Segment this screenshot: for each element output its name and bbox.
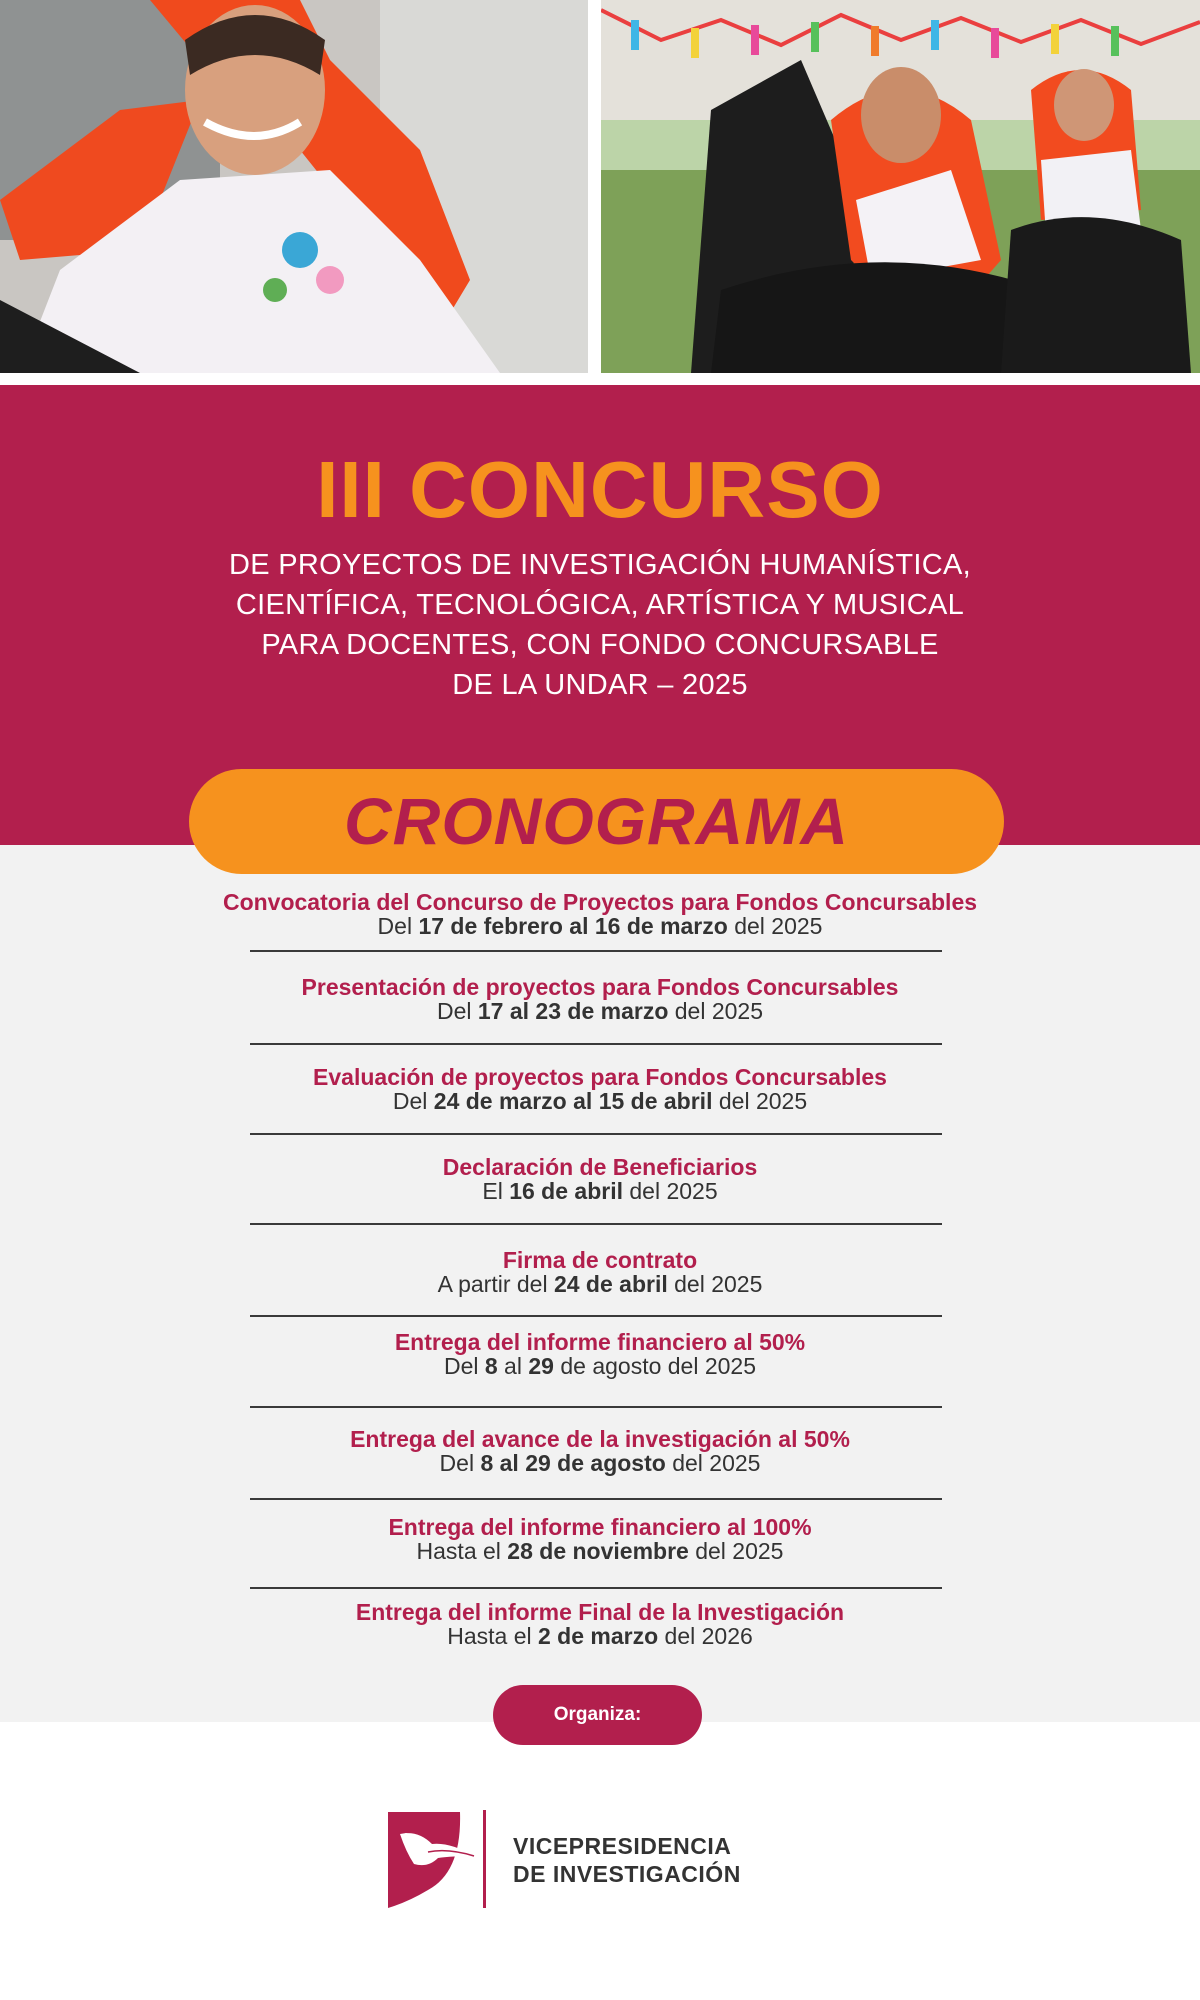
subtitle-line: DE PROYECTOS DE INVESTIGACIÓN HUMANÍSTICA, [228, 549, 971, 581]
schedule-item-date [150, 914, 1050, 938]
date-text: Del [377, 913, 419, 939]
date-text: al [497, 1353, 529, 1379]
page-title: III CONCURSO [316, 445, 884, 534]
date-text: El [482, 1178, 510, 1204]
subtitle-line: PARA DOCENTES, CON FONDO CONCURSABLE [261, 629, 939, 661]
schedule-item-title: Evaluación de proyectos para Fondos Concursables [313, 1064, 887, 1090]
date-text: Hasta el [447, 1623, 538, 1649]
schedule-divider [250, 1406, 942, 1408]
schedule-item [150, 1330, 1050, 1378]
date-text: Hasta el [416, 1538, 508, 1564]
schedule-item-title: Entrega del informe financiero al 100% [388, 1514, 812, 1540]
schedule-divider [250, 1133, 942, 1135]
condor-logo-icon [388, 1812, 480, 1908]
schedule-item [150, 1065, 1050, 1113]
schedule-item [150, 1600, 1050, 1648]
schedule-divider [250, 1043, 942, 1045]
schedule-item-title: Convocatoria del Concurso de Proyectos para Fondos Concursables [222, 889, 978, 915]
schedule-item-date [150, 1179, 1050, 1203]
logo-divider [483, 1810, 486, 1908]
date-highlight: 8 al 29 de agosto [480, 1450, 666, 1476]
date-text: Del [439, 1450, 481, 1476]
schedule-divider [250, 950, 942, 952]
date-highlight: 16 de abril [509, 1178, 623, 1204]
schedule-item-date [150, 1539, 1050, 1563]
date-text: A partir del [437, 1271, 554, 1297]
date-text: del 2025 [667, 1271, 763, 1297]
organiza-badge: Organiza: [493, 1685, 702, 1745]
schedule-item-date [150, 1354, 1050, 1378]
date-highlight: 17 al 23 de marzo [477, 998, 669, 1024]
page-subtitle [150, 545, 1050, 705]
date-highlight: 24 de abril [553, 1271, 668, 1297]
cronograma-banner [189, 769, 1004, 874]
date-text: del 2026 [658, 1623, 753, 1649]
schedule-item-title: Entrega del informe Final de la Investigación [355, 1599, 845, 1625]
date-text: del 2025 [727, 913, 823, 939]
cronograma-heading: CRONOGRAMA [344, 784, 849, 858]
schedule-item-date [150, 1272, 1050, 1296]
date-text: Del [392, 1088, 434, 1114]
right-dancers-photo [601, 0, 1200, 373]
date-highlight: 2 de marzo [537, 1623, 659, 1649]
logo-line-1: VICEPRESIDENCIA [513, 1833, 732, 1859]
schedule-item [150, 1155, 1050, 1203]
date-highlight: 8 [484, 1353, 498, 1379]
logo-wordmark [513, 1832, 741, 1888]
date-text: del 2025 [668, 998, 764, 1024]
date-highlight: 28 de noviembre [507, 1538, 689, 1564]
schedule-divider [250, 1223, 942, 1225]
date-highlight: 24 de marzo al 15 de abril [433, 1088, 713, 1114]
photo-strip [0, 0, 1200, 373]
schedule-divider [250, 1315, 942, 1317]
schedule-item-date [150, 999, 1050, 1023]
date-text: del 2025 [712, 1088, 808, 1114]
schedule-item-title: Entrega del avance de la investigación al 50% [350, 1426, 850, 1452]
date-text: del 2025 [661, 1353, 757, 1379]
schedule-item [150, 1248, 1050, 1296]
date-text: Del [443, 1353, 485, 1379]
subtitle-line: CIENTÍFICA, TECNOLÓGICA, ARTÍSTICA Y MUSICAL [235, 589, 965, 621]
schedule-item [150, 890, 1050, 938]
schedule-item-title: Entrega del informe financiero al 50% [394, 1329, 806, 1355]
schedule-item-date [150, 1451, 1050, 1475]
schedule-item [150, 1427, 1050, 1475]
date-text: del 2025 [665, 1450, 761, 1476]
schedule-item-title: Presentación de proyectos para Fondos Concursables [301, 974, 899, 1000]
schedule-divider [250, 1587, 942, 1589]
schedule-divider [250, 1498, 942, 1500]
logo-line-2: DE INVESTIGACIÓN [513, 1861, 741, 1887]
schedule-item [150, 1515, 1050, 1563]
date-text: del 2025 [622, 1178, 718, 1204]
schedule-item-title: Firma de contrato [502, 1247, 698, 1273]
schedule-item-date [150, 1624, 1050, 1648]
date-text: de agosto [553, 1353, 662, 1379]
date-text: Del [436, 998, 478, 1024]
left-dancer-photo [0, 0, 588, 373]
schedule-item-title: Declaración de Beneficiarios [442, 1154, 758, 1180]
date-text: del 2025 [688, 1538, 784, 1564]
date-highlight: 17 de febrero al 16 de marzo [418, 913, 728, 939]
schedule-item [150, 975, 1050, 1023]
subtitle-line: DE LA UNDAR – 2025 [452, 669, 748, 701]
schedule-item-date [150, 1089, 1050, 1113]
date-highlight: 29 [528, 1353, 554, 1379]
